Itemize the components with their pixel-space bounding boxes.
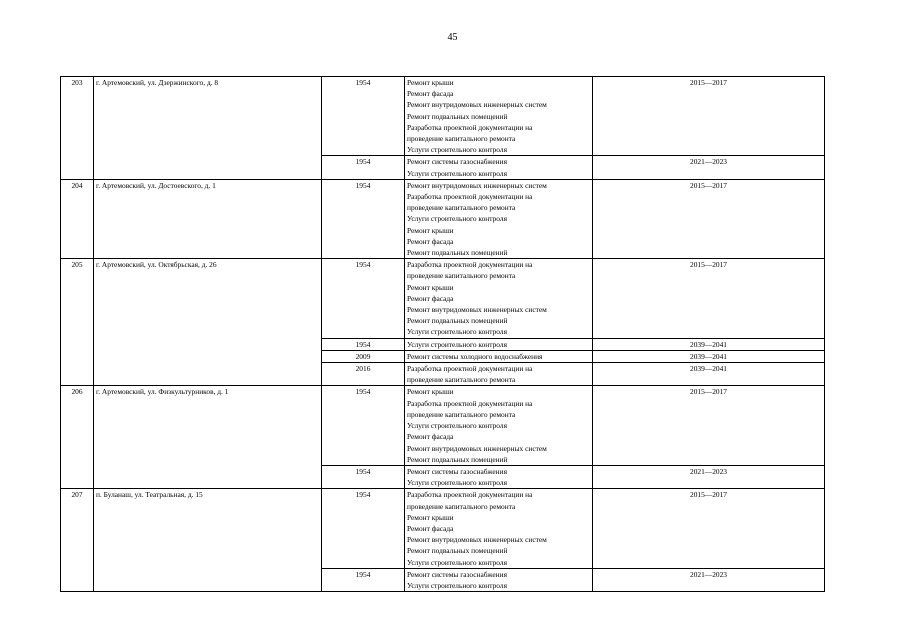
repair-work-item: Ремонт крыши [407,225,454,235]
planned-period: 2039—2041 [593,363,825,386]
repair-work-item: Ремонт внутридомовых инженерных систем [407,100,547,110]
repair-works [405,386,593,465]
commission-year: 1954 [322,465,405,488]
commission-year: 1954 [322,338,405,350]
repair-work-item: Услуги строительного контроля [407,557,507,567]
repair-works [405,179,593,258]
planned-period: 2021—2023 [593,465,825,488]
repair-work-item: Ремонт подвальных помещений [407,248,508,258]
building-address: п. Буланаш, ул. Театральная, д. 15 [94,489,322,592]
building-address: г. Артемовский, ул. Физкультурников, д. 1 [94,386,322,489]
building-number: 206 [61,386,94,489]
repair-works [405,77,593,156]
repair-works [405,363,593,386]
repair-works [405,465,593,488]
repair-work-item: Ремонт крыши [407,387,454,397]
repair-work-item: Разработка проектной документации на [407,260,533,270]
building-number: 204 [61,179,94,258]
building-address: г. Артемовский, ул. Дзержинского, д. 8 [94,77,322,180]
repair-work-item: Ремонт фасада [407,236,454,246]
page-number: 45 [447,32,458,43]
repair-works [405,338,593,350]
commission-year: 2009 [322,350,405,362]
planned-period: 2015—2017 [593,179,825,258]
repair-work-item: Ремонт внутридомовых инженерных систем [407,443,547,453]
repair-work-item: Услуги строительного контроля [407,580,507,590]
planned-period: 2015—2017 [593,386,825,465]
commission-year: 1954 [322,386,405,465]
repair-work-item: Ремонт внутридомовых инженерных систем [407,535,547,545]
repair-works [405,568,593,591]
planned-period: 2021—2023 [593,568,825,591]
table-row [61,77,825,156]
repair-work-item: Разработка проектной документации на [407,192,533,202]
repair-work-item: проведение капитального ремонта [407,203,516,213]
repair-work-item: Ремонт фасада [407,89,454,99]
planned-period: 2015—2017 [593,489,825,568]
building-address: г. Артемовский, ул. Достоевского, д. 1 [94,179,322,258]
repair-work-item: Ремонт фасада [407,523,454,533]
repair-work-item: Услуги строительного контроля [407,214,507,224]
repair-work-item: Ремонт системы газоснабжения [407,157,507,167]
repair-works [405,259,593,338]
repair-work-item: проведение капитального ремонта [407,501,516,511]
repair-works [405,350,593,362]
repair-work-item: Услуги строительного контроля [407,145,507,155]
planned-period: 2039—2041 [593,338,825,350]
repair-work-item: проведение капитального ремонта [407,375,516,385]
planned-period: 2015—2017 [593,259,825,338]
repair-works [405,156,593,179]
table-row [61,489,825,568]
table-row [61,259,825,338]
repair-work-item: Ремонт системы газоснабжения [407,466,507,476]
repair-work-item: Ремонт подвальных помещений [407,546,508,556]
table-body [61,77,825,592]
repair-work-item: Ремонт крыши [407,78,454,87]
repair-work-item: Услуги строительного контроля [407,327,507,337]
table-row [61,386,825,465]
repair-work-item: Разработка проектной документации на [407,364,533,374]
commission-year: 1954 [322,568,405,591]
repair-work-item: Ремонт подвальных помещений [407,316,508,326]
repair-work-item: Ремонт подвальных помещений [407,111,508,121]
commission-year: 1954 [322,77,405,156]
planned-period: 2015—2017 [593,77,825,156]
repair-work-item: Разработка проектной документации на [407,122,533,132]
repair-work-item: Разработка проектной документации на [407,490,533,500]
repair-work-item: Услуги строительного контроля [407,421,507,431]
building-number: 203 [61,77,94,180]
repair-work-item: Услуги строительного контроля [407,478,507,488]
repair-work-item: проведение капитального ремонта [407,271,516,281]
repair-work-item: Услуги строительного контроля [407,168,507,178]
repair-work-item: Ремонт фасада [407,293,454,303]
table-row [61,179,825,258]
repair-work-item: Ремонт внутридомовых инженерных систем [407,180,547,190]
repair-work-item: проведение капитального ремонта [407,134,516,144]
repair-work-item: Ремонт подвальных помещений [407,454,508,464]
building-number: 207 [61,489,94,592]
repair-work-item: Разработка проектной документации на [407,398,533,408]
repair-work-item: Ремонт внутридомовых инженерных систем [407,305,547,315]
building-address: г. Артемовский, ул. Октябрьская, д. 26 [94,259,322,386]
capital-repair-table [60,76,825,592]
commission-year: 1954 [322,489,405,568]
repair-work-item: проведение капитального ремонта [407,409,516,419]
repair-work-item: Ремонт крыши [407,512,454,522]
repair-work-item: Ремонт системы газоснабжения [407,569,507,579]
planned-period: 2039—2041 [593,350,825,362]
commission-year: 2016 [322,363,405,386]
commission-year: 1954 [322,179,405,258]
repair-work-item: Услуги строительного контроля [407,339,507,349]
commission-year: 1954 [322,259,405,338]
commission-year: 1954 [322,156,405,179]
planned-period: 2021—2023 [593,156,825,179]
repair-works [405,489,593,568]
repair-work-item: Ремонт фасада [407,432,454,442]
repair-work-item: Ремонт системы холодного водоснабжения [407,351,543,361]
repair-work-item: Ремонт крыши [407,282,454,292]
building-number: 205 [61,259,94,386]
